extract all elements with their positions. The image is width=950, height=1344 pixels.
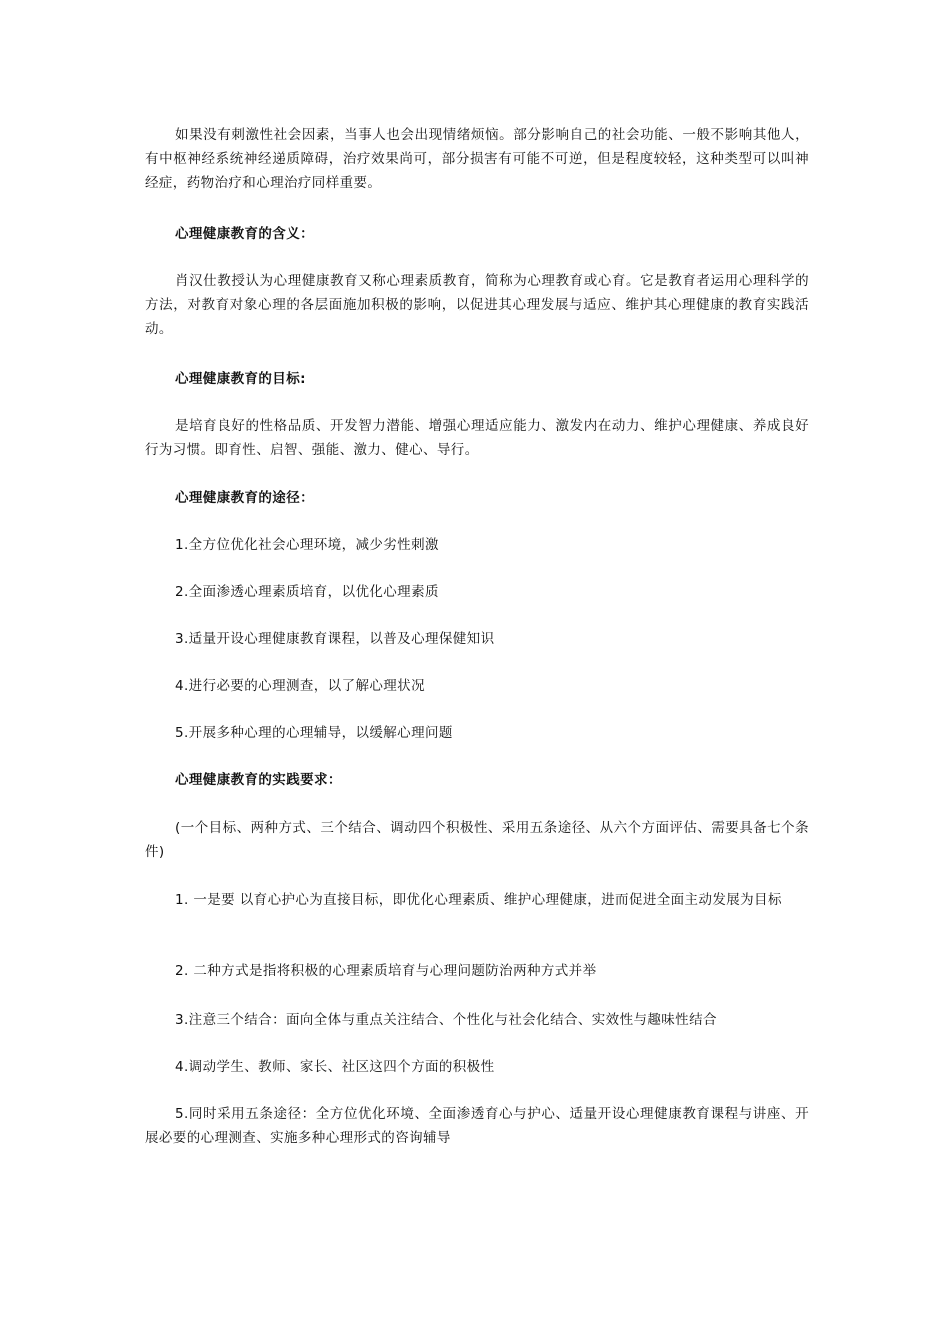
practice-item-4: 4.调动学生、教师、家长、社区这四个方面的积极性 — [175, 1059, 495, 1075]
meaning-paragraph: 肖汉仕教授认为心理健康教育又称心理素质教育，简称为心理教育或心育。它是教育者运用心理科学的方法，对教育对象心理的各层面施加积极的影响，以促进其心理发展与适应、维护其心理健康的教育实践活动。 — [145, 273, 809, 337]
practice-heading: 心理健康教育的实践要求： — [175, 772, 342, 788]
ways-item-4: 4.进行必要的心理测查，以了解心理状况 — [175, 678, 425, 694]
intro-paragraph: 如果没有刺激性社会因素，当事人也会出现情绪烦恼。部分影响自己的社会功能、一般不影响其他人，有中枢神经系统神经递质障碍，治疗效果尚可，部分损害有可能不可逆，但是程度较轻，这种类型可以叫神经症，药物治疗和心理治疗同样重要。 — [145, 127, 809, 191]
practice-item-5: 5.同时采用五条途径：全方位优化环境、全面渗透育心与护心、适量开设心理健康教育课程与讲座、开展必要的心理测查、实施多种心理形式的咨询辅导 — [145, 1106, 809, 1146]
ways-item-2: 2.全面渗透心理素质培育，以优化心理素质 — [175, 584, 439, 600]
practice-summary: (一个目标、两种方式、三个结合、调动四个积极性、采用五条途径、从六个方面评估、需要具备七个条件) — [145, 820, 809, 860]
goal-heading: 心理健康教育的目标: — [175, 371, 306, 387]
ways-item-1: 1.全方位优化社会心理环境，减少劣性刺激 — [175, 537, 439, 553]
ways-item-3: 3.适量开设心理健康教育课程，以普及心理保健知识 — [175, 631, 495, 647]
ways-heading: 心理健康教育的途径： — [175, 490, 314, 506]
goal-paragraph: 是培育良好的性格品质、开发智力潜能、增强心理适应能力、激发内在动力、维护心理健康、养成良好行为习惯。即育性、启智、强能、激力、健心、导行。 — [145, 418, 809, 458]
ways-item-5: 5.开展多种心理的心理辅导，以缓解心理问题 — [175, 725, 453, 741]
practice-item-1: 1. 一是要 以育心护心为直接目标，即优化心理素质、维护心理健康，进而促进全面主动发展为目标 — [175, 892, 782, 908]
practice-item-2: 2. 二种方式是指将积极的心理素质培育与心理问题防治两种方式并举 — [175, 963, 597, 979]
meaning-heading: 心理健康教育的含义： — [175, 226, 314, 242]
practice-item-3: 3.注意三个结合：面向全体与重点关注结合、个性化与社会化结合、实效性与趣味性结合 — [175, 1012, 717, 1028]
